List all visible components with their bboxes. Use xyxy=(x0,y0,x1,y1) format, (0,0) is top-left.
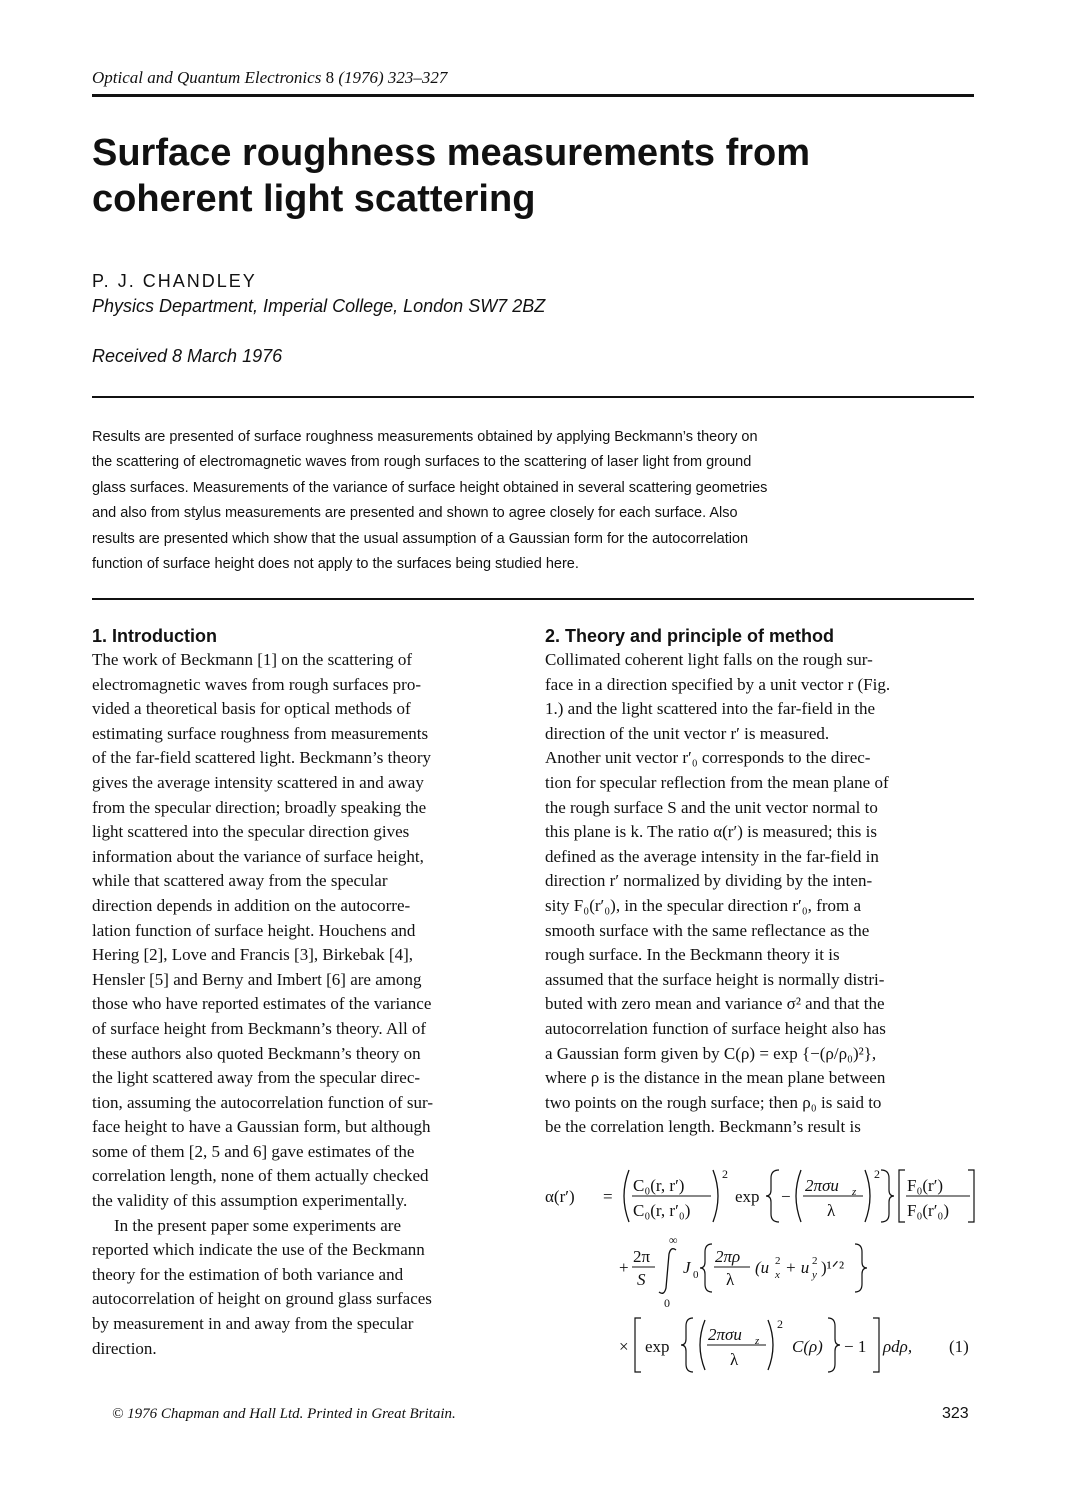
text-line: lation function of surface height. Houchens and xyxy=(92,920,416,940)
eq-frac5-num: 2πρ xyxy=(715,1247,741,1266)
text-line: be the correlation length. Beckmann’s result is xyxy=(545,1117,861,1137)
paren xyxy=(796,1170,801,1222)
title-line-1: Surface roughness measurements from xyxy=(92,132,811,174)
journal-volume: 8 xyxy=(325,68,335,87)
abstract xyxy=(92,425,982,577)
bracket xyxy=(635,1318,641,1372)
text-line: Another unit vector r′₀ corresponds to the direc- xyxy=(545,748,871,768)
text-line: buted with zero mean and variance σ² and that the xyxy=(545,994,885,1014)
text-line: direction. xyxy=(92,1338,157,1358)
copyright-notice: © 1976 Chapman and Hall Ltd. Printed in Great Britain. xyxy=(112,1406,456,1422)
text-line: the rough surface S and the unit vector normal to xyxy=(545,797,878,817)
text-line: two points on the rough surface; then ρ₀ is said to xyxy=(545,1092,882,1112)
section-heading-introduction: 1. Introduction xyxy=(92,626,217,646)
received-date: Received 8 March 1976 xyxy=(92,346,283,366)
text-line: sity F₀(r′₀), in the specular direction r′₀, from a xyxy=(545,895,862,915)
text-line: the light scattered away from the specular direc- xyxy=(92,1068,421,1088)
text-line: some of them [2, 5 and 6] gave estimates of the xyxy=(92,1141,415,1161)
text-line: theory for the estimation of both variance and xyxy=(92,1264,404,1284)
text-line: defined as the average intensity in the far-field in xyxy=(545,846,879,866)
eq-u-y: y xyxy=(812,1269,817,1281)
text-line: Collimated coherent light falls on the rough sur- xyxy=(545,650,873,669)
text-line: direction r′ normalized by dividing by the inten- xyxy=(545,871,873,891)
abstract-line: Results are presented of surface roughness measurements obtained by applying Beckmann’s theory on xyxy=(92,429,758,445)
text-line: this plane is k. The ratio α(r′) is measured; this is xyxy=(545,822,877,842)
text-line: those who have reported estimates of the variance xyxy=(92,994,432,1014)
eq-square: 2 xyxy=(777,1317,783,1331)
page-number: 323 xyxy=(942,1405,969,1422)
eq-half-power: )¹ᐟ² xyxy=(821,1258,845,1277)
equation-1 xyxy=(545,1164,975,1374)
eq-rho-drho: ρdρ, xyxy=(883,1337,913,1356)
eq-lambda: λ xyxy=(827,1201,836,1220)
eq-int-lower: 0 xyxy=(664,1296,670,1310)
eq-number: (1) xyxy=(949,1337,969,1356)
text-line: reported which indicate the use of the Beckmann xyxy=(92,1240,425,1260)
eq-sub-z: z xyxy=(852,1186,857,1198)
eq-frac2-num: 2πσu xyxy=(805,1176,839,1195)
eq-bessel: J xyxy=(683,1258,691,1277)
section-heading-theory: 2. Theory and principle of method xyxy=(545,626,835,646)
eq-exp: exp xyxy=(645,1337,670,1356)
text-line: correlation length, none of them actually checked xyxy=(92,1166,429,1186)
brace xyxy=(681,1318,693,1372)
journal-year-pages: (1976) 323–327 xyxy=(338,68,448,87)
text-line: light scattered into the specular direction gives xyxy=(92,822,410,842)
text-line: In the present paper some experiments are xyxy=(114,1215,401,1235)
text-line: vided a theoretical basis for optical methods of xyxy=(92,699,411,719)
text-line: The work of Beckmann [1] on the scattering of xyxy=(92,650,413,669)
eq-int-upper: ∞ xyxy=(669,1233,678,1247)
eq-square: 2 xyxy=(874,1167,880,1181)
author-name: P. J. CHANDLEY xyxy=(92,271,257,291)
eq-frac4-num: 2π xyxy=(633,1247,651,1266)
author-affiliation: Physics Department, Imperial College, London SW7 2BZ xyxy=(92,296,546,316)
eq-minus-one: − 1 xyxy=(844,1337,867,1356)
brace xyxy=(700,1244,712,1292)
eq-u-plus: + u xyxy=(785,1258,810,1277)
text-line: of surface height from Beckmann’s theory. All of xyxy=(92,1018,427,1038)
header-rule xyxy=(92,94,974,97)
eq-frac3-den: F₀(r′₀) xyxy=(907,1201,950,1220)
text-line: while that scattered away from the specular xyxy=(92,871,388,891)
eq-frac3-num: F₀(r′) xyxy=(907,1176,944,1195)
text-line: Hering [2], Love and Francis [3], Birkebak [4], xyxy=(92,945,414,965)
text-line: direction of the unit vector r′ is measured. xyxy=(545,723,830,743)
text-line: the validity of this assumption experimentally. xyxy=(92,1191,408,1211)
paren xyxy=(624,1170,629,1222)
text-line: from the specular direction; broadly speaking the xyxy=(92,797,427,817)
text-line: rough surface. In the Beckmann theory it is xyxy=(545,945,840,965)
abstract-line: results are presented which show that the usual assumption of a Gaussian form for the autocorrelation xyxy=(92,530,749,547)
eq-u-y-sq: 2 xyxy=(812,1255,818,1267)
text-line: gives the average intensity scattered in and away xyxy=(92,772,424,792)
brace xyxy=(881,1170,894,1222)
eq-plus: + xyxy=(619,1258,629,1277)
paren xyxy=(768,1320,773,1370)
text-line: autocorrelation function of surface height also has xyxy=(545,1018,886,1038)
paren xyxy=(865,1170,870,1222)
abstract-line: glass surfaces. Measurements of the variance of surface height obtained in several scattering geometries xyxy=(92,479,768,496)
eq-square: 2 xyxy=(722,1167,728,1181)
eq-frac1-num: C₀(r, r′) xyxy=(633,1176,685,1195)
bracket xyxy=(899,1170,905,1222)
eq-sub-z: z xyxy=(755,1335,760,1347)
text-line: of the far-field scattered light. Beckmann’s theory xyxy=(92,748,432,768)
text-line: these authors also quoted Beckmann’s theory on xyxy=(92,1043,421,1063)
brace xyxy=(766,1170,779,1222)
eq-u-x: x xyxy=(775,1269,780,1281)
abstract-top-rule xyxy=(92,396,974,398)
text-line: autocorrelation of height on ground glass surfaces xyxy=(92,1289,432,1309)
eq-times: × xyxy=(619,1337,629,1356)
abstract-line: and also from stylus measurements are presented and shown to agree closely for each surface. Also xyxy=(92,505,738,522)
journal-name: Optical and Quantum Electronics xyxy=(92,68,322,87)
text-line: smooth surface with the same reflectance as the xyxy=(545,920,870,940)
eq-frac1-den: C₀(r, r′₀) xyxy=(633,1201,691,1220)
abstract-line: the scattering of electromagnetic waves from rough surfaces to the scattering of laser light from ground xyxy=(92,454,752,471)
eq-frac4-den: S xyxy=(637,1270,646,1289)
text-line: electromagnetic waves from rough surfaces pro- xyxy=(92,674,422,694)
text-line: information about the variance of surface height, xyxy=(92,846,424,866)
eq-lambda: λ xyxy=(730,1350,739,1369)
text-line: 1.) and the light scattered into the far-field in the xyxy=(545,699,876,719)
title-line-2: coherent light scattering xyxy=(92,178,536,220)
eq-minus: − xyxy=(781,1187,791,1206)
text-line: Hensler [5] and Berny and Imbert [6] are among xyxy=(92,969,422,989)
brace xyxy=(828,1318,840,1372)
abstract-line: function of surface height does not apply to the surfaces being studied here. xyxy=(92,556,579,573)
eq-equals: = xyxy=(603,1187,613,1206)
text-line: direction depends in addition on the autocorre- xyxy=(92,895,411,915)
eq-exp: exp xyxy=(735,1187,760,1206)
eq-frac2-num: 2πσu xyxy=(708,1325,742,1344)
paren xyxy=(700,1320,705,1370)
journal-citation xyxy=(92,68,447,88)
text-line: where ρ is the distance in the mean plane between xyxy=(545,1068,886,1088)
theory-section xyxy=(545,624,975,1140)
integral-sign xyxy=(659,1249,676,1294)
abstract-bottom-rule xyxy=(92,598,974,600)
text-line: by measurement in and away from the specular xyxy=(92,1314,414,1334)
eq-u-x-sq: 2 xyxy=(775,1255,781,1267)
text-line: face in a direction specified by a unit vector r (Fig. xyxy=(545,674,891,694)
eq-c-rho: C(ρ) xyxy=(792,1337,823,1356)
text-line: assumed that the surface height is normally distri- xyxy=(545,969,885,989)
text-line: estimating surface roughness from measurements xyxy=(92,723,429,743)
eq-lhs: α(r′) xyxy=(545,1187,575,1206)
eq-lambda: λ xyxy=(726,1270,735,1289)
text-line: a Gaussian form given by C(ρ) = exp {−(ρ/ρ₀)²}, xyxy=(545,1043,877,1063)
brace xyxy=(855,1244,867,1292)
eq-u-terms: (u xyxy=(755,1258,770,1277)
paren xyxy=(713,1170,718,1222)
text-line: tion for specular reflection from the mean plane of xyxy=(545,772,889,792)
bracket xyxy=(873,1318,879,1372)
paper-title xyxy=(92,130,972,222)
introduction-section xyxy=(92,624,518,1361)
eq-bessel-sub: 0 xyxy=(693,1269,699,1281)
text-line: face height to have a Gaussian form, but although xyxy=(92,1117,431,1137)
text-line: tion, assuming the autocorrelation function of sur- xyxy=(92,1092,433,1112)
